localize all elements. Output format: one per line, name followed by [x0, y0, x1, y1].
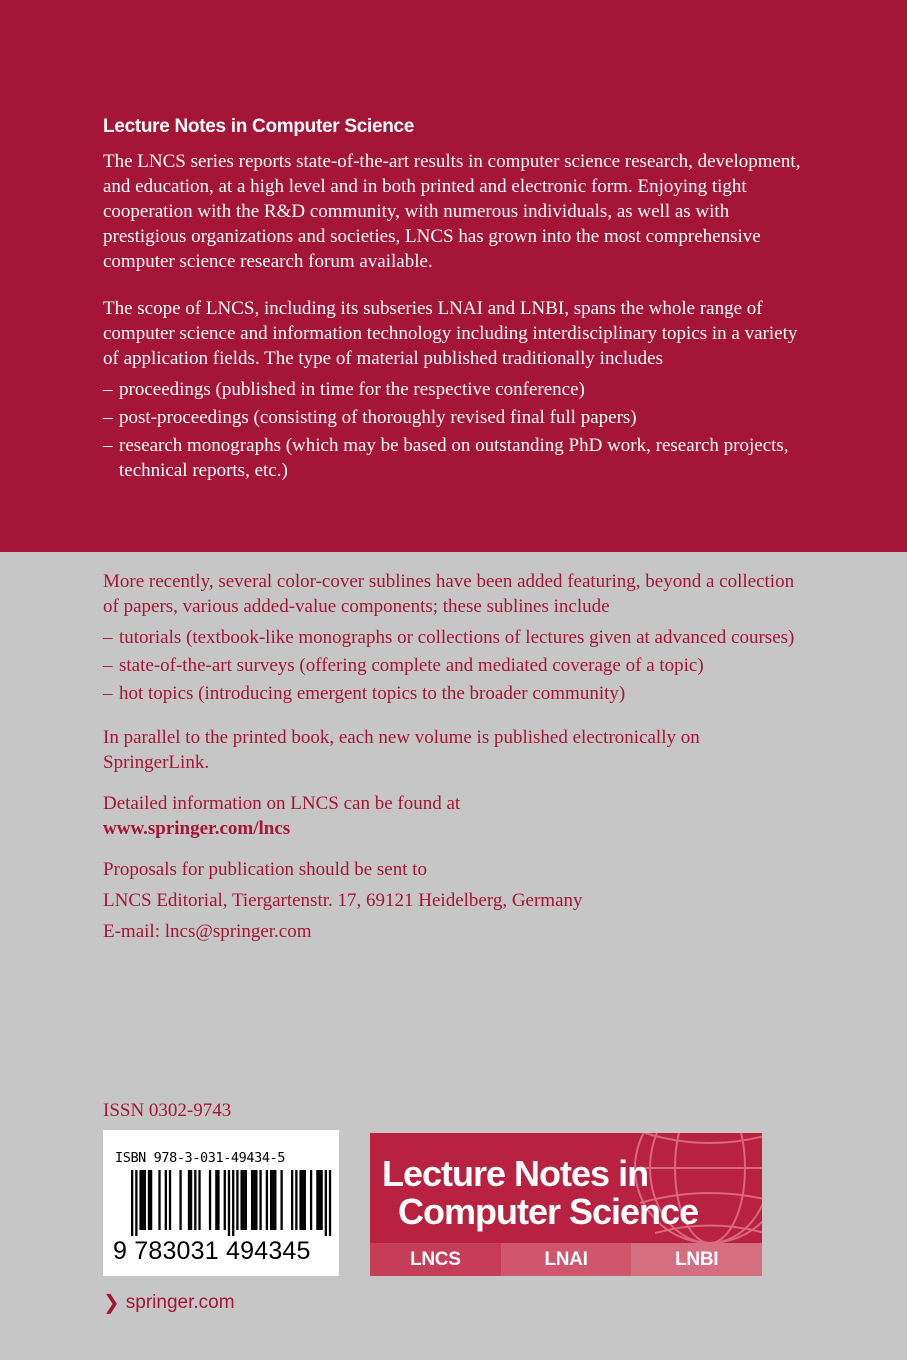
list-item: – hot topics (introducing emergent topics to the broader community) — [103, 681, 803, 706]
barcode-bar — [295, 1170, 297, 1230]
details-url-link[interactable]: www.springer.com/lncs — [103, 818, 291, 839]
barcode-bar — [135, 1170, 137, 1236]
barcode-bar — [318, 1170, 320, 1230]
subseries-strip — [370, 1243, 762, 1276]
barcode-bar — [302, 1170, 304, 1230]
barcode-bar — [304, 1170, 306, 1230]
springer-link-text: springer.com — [125, 1291, 235, 1313]
intro-paragraph: The LNCS series reports state-of-the-art results in computer science research, development, and education, at a high level and in both printed and electronic form. Enjoying tight cooperation with the R&D community, with numerous individuals, as well as with prestigious organizations and societies, LNCS has grown into the most comprehensive computer science research forum available. — [103, 151, 801, 272]
list-item: – state-of-the-art surveys (offering complete and mediated coverage of a topic) — [103, 653, 803, 678]
barcode-bar — [266, 1170, 268, 1230]
top-text-block — [103, 114, 803, 486]
list-item: – tutorials (textbook-like monographs or collections of lectures given at advanced courses) — [103, 625, 803, 650]
subseries-lncs: LNCS — [370, 1243, 501, 1276]
barcode-bar — [259, 1170, 261, 1230]
barcode-bar — [165, 1170, 167, 1230]
barcode-bar — [253, 1170, 255, 1230]
barcode-bar — [240, 1170, 242, 1230]
barcode-bar — [131, 1170, 133, 1236]
logo-title-line1: Lecture Notes in — [382, 1153, 649, 1194]
barcode-bar — [325, 1170, 327, 1236]
barcode-bar — [228, 1170, 230, 1236]
barcode-bar — [232, 1170, 234, 1236]
barcode-bar — [158, 1170, 160, 1230]
barcode-bar — [188, 1170, 190, 1230]
proposals-text: Proposals for publication should be sent to — [103, 859, 428, 880]
barcode-bar — [194, 1170, 196, 1230]
series-heading: Lecture Notes in Computer Science — [103, 116, 415, 137]
barcode-bar — [251, 1170, 253, 1230]
barcode-digits: 9 783031 494345 — [113, 1237, 311, 1265]
barcode-bar — [198, 1170, 200, 1230]
sublines-paragraph: More recently, several color-cover sublines have been added featuring, beyond a collection of papers, various added-value components; these sublines include — [103, 571, 795, 617]
issn-text: ISSN 0302-9743 — [103, 1100, 232, 1121]
barcode-bar — [280, 1170, 282, 1230]
barcode-bar — [150, 1170, 152, 1230]
details-text: Detailed information on LNCS can be found at — [103, 793, 461, 814]
barcode-bar — [274, 1170, 276, 1230]
barcode-bar — [144, 1170, 146, 1230]
barcode-panel — [103, 1130, 339, 1276]
barcode-bar — [169, 1170, 171, 1230]
barcode-bar — [190, 1170, 192, 1230]
material-types-list — [103, 377, 803, 483]
barcode-bar — [245, 1170, 247, 1230]
email-text[interactable]: E-mail: lncs@springer.com — [103, 921, 312, 942]
logo-title — [382, 1155, 752, 1231]
barcode-bar — [243, 1170, 245, 1230]
address-text: LNCS Editorial, Tiergartenstr. 17, 69121 Heidelberg, Germany — [103, 890, 583, 911]
barcode-bar — [299, 1170, 301, 1230]
barcode-bar — [236, 1170, 238, 1230]
barcode-bar — [320, 1170, 322, 1230]
barcode-bar — [329, 1170, 331, 1236]
list-item: – proceedings (published in time for the respective conference) — [103, 377, 803, 402]
barcode-bar — [148, 1170, 150, 1230]
barcode-bar — [217, 1170, 219, 1230]
springer-link[interactable] — [103, 1290, 235, 1315]
subseries-lnai: LNAI — [501, 1243, 632, 1276]
barcode-bars — [113, 1170, 333, 1236]
barcode-bar — [291, 1170, 293, 1230]
sublines-list — [103, 625, 803, 706]
barcode-bar — [270, 1170, 272, 1230]
electronic-paragraph: In parallel to the printed book, each new volume is published electronically on SpringerLink. — [103, 727, 700, 773]
series-logo — [370, 1133, 762, 1276]
list-item: – research monographs (which may be based on outstanding PhD work, research projects, technical reports, etc.) — [103, 433, 803, 483]
isbn-label: ISBN 978-3-031-49434-5 — [115, 1150, 286, 1166]
barcode-bar — [139, 1170, 141, 1230]
barcode-bar — [142, 1170, 144, 1230]
barcode-bar — [215, 1170, 217, 1230]
barcode-bar — [224, 1170, 226, 1230]
barcode-bar — [179, 1170, 181, 1230]
barcode-bar — [316, 1170, 318, 1230]
scope-paragraph: The scope of LNCS, including its subseries LNAI and LNBI, spans the whole range of computer science and information technology including interdisciplinary topics in a variety of application fields. The type of material published traditionally includes — [103, 298, 798, 369]
bottom-text-block — [103, 569, 803, 944]
subseries-lnbi: LNBI — [631, 1243, 762, 1276]
chevron-right-icon: ❯ — [103, 1292, 120, 1314]
list-item: – post-proceedings (consisting of thoroughly revised final full papers) — [103, 405, 803, 430]
barcode-bar — [255, 1170, 257, 1230]
barcode-bar — [209, 1170, 211, 1230]
logo-title-line2: Computer Science — [398, 1191, 699, 1232]
barcode-bar — [310, 1170, 312, 1230]
barcode-bar — [272, 1170, 274, 1230]
